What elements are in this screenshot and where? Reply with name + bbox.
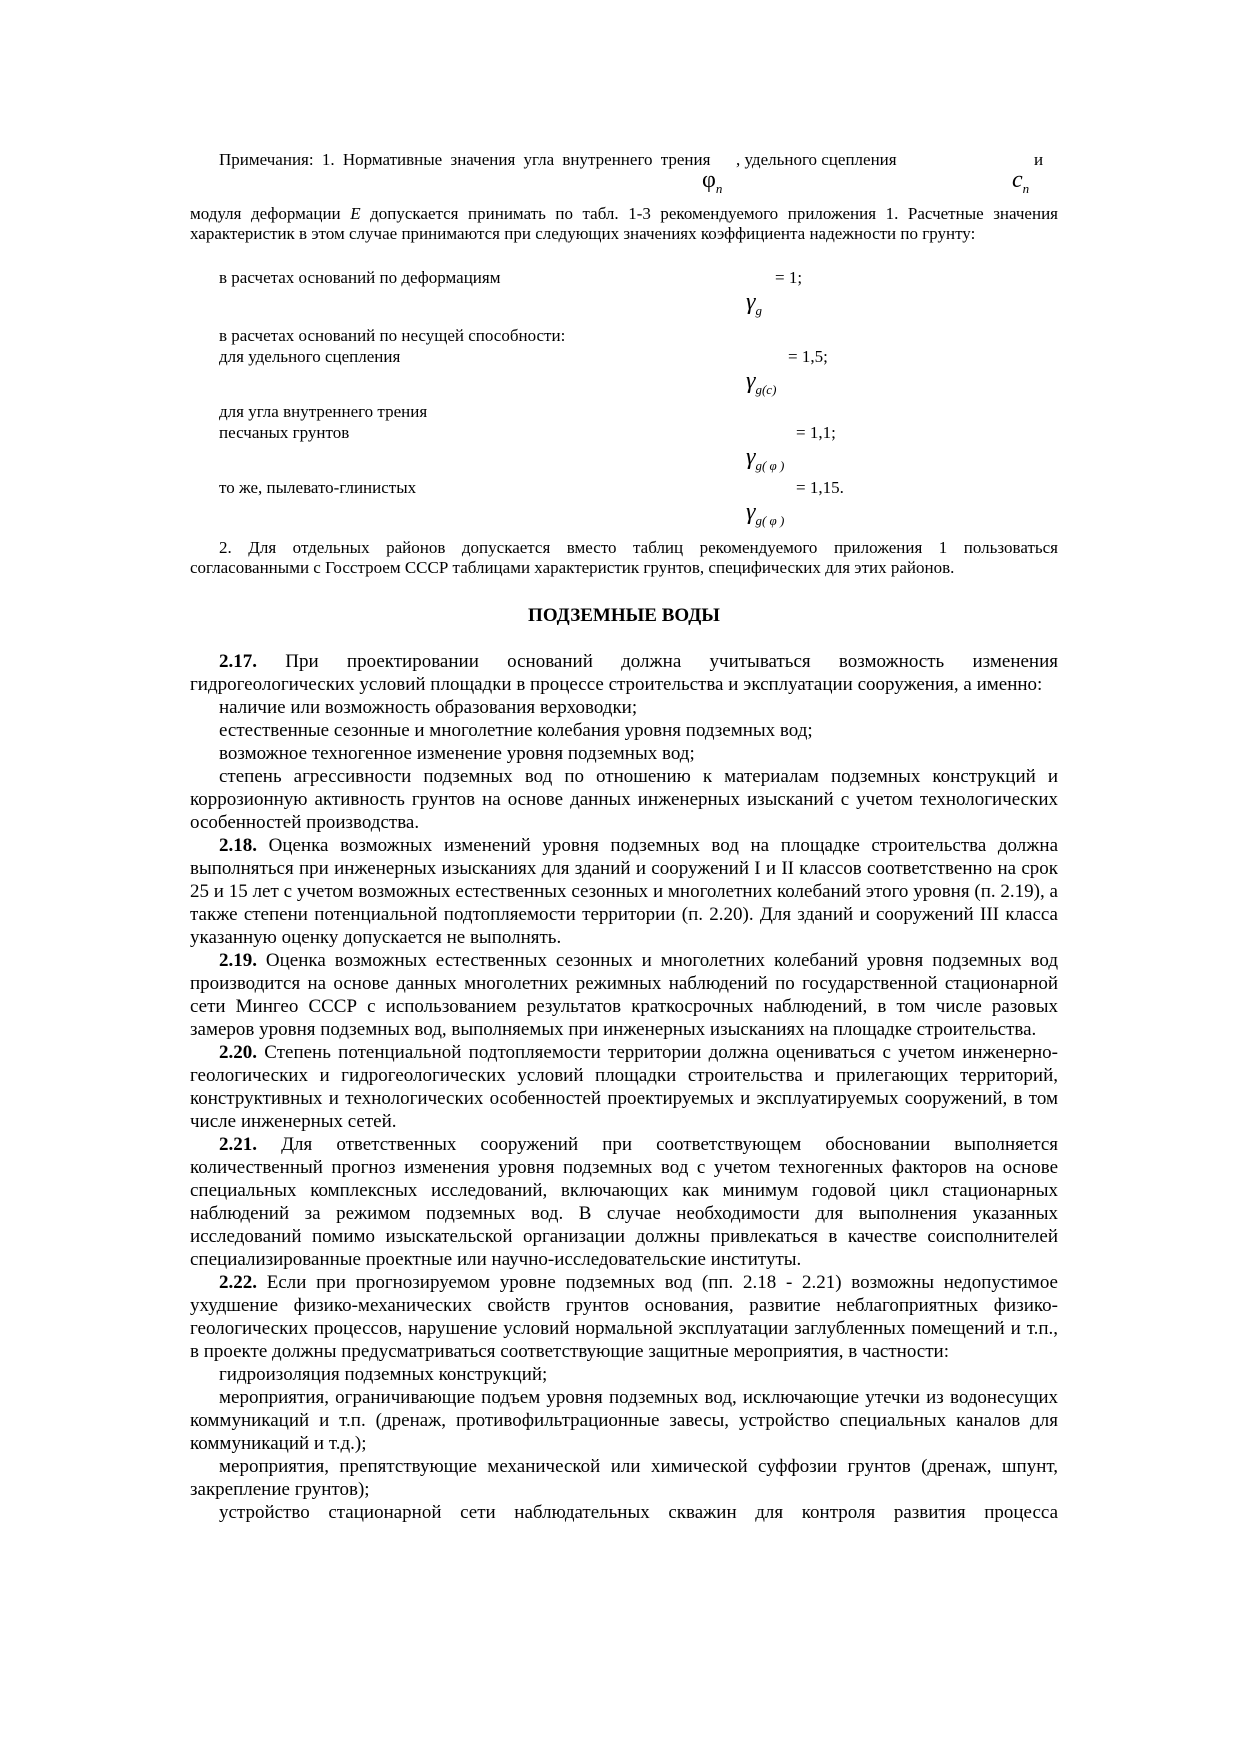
c-n-symbol: $c_n$ <box>1012 167 1030 196</box>
list-item: гидроизоляция подземных конструкций; <box>219 1364 548 1385</box>
paragraph-2-18: 2.18. Оценка возможных изменений уровня подземных вод на площадке строительства должна выполняться при инженерных изысканиях для зданий и сооружений I и II классов соответственно на срок 25 и 15 лет с учетом возможных естественных сезонных и многолетних колебаний этого уровня (п. 2.19), а также степени потенциальной подтопляемости территории (п. 2.20). Для зданий и сооружений III класса указанную оценку допускается не выполнять. <box>190 835 1058 948</box>
note-1-text-mid: , удельного сцепления <box>736 150 897 169</box>
paragraph-2-21: 2.21. Для ответственных сооружений при соответствующем обосновании выполняется количественный прогноз изменения уровня подземных вод с учетом техногенных факторов на основе специальных комплексных исследований, включающих как минимум годовой цикл стационарных наблюдений за режимом подземных вод. В случае необходимости для выполнения указанных исследований помимо изыскательской организации должны привлекаться в качестве соисполнителей специализированные проектные или научно-исследовательские институты. <box>190 1134 1058 1270</box>
list-item: степень агрессивности подземных вод по отношению к материалам подземных конструкций и коррозионную активность грунтов на основе данных инженерных изысканий с учетом технологических особенностей производства. <box>190 766 1058 833</box>
list-item-continued: устройство стационарной сети наблюдательных скважин для контроля развития процесса <box>219 1502 1058 1523</box>
paragraph-2-19: 2.19. Оценка возможных естественных сезонных и многолетних колебаний уровня подземных вод производится на основе данных многолетних режимных наблюдений по государственной стационарной сети Мингео СССР с использованием результатов краткосрочных наблюдений, в том числе разовых замеров уровня подземных вод, выполняемых при инженерных изысканиях на площадке строительства. <box>190 950 1058 1040</box>
gamma-gphi-symbol: $\gamma_{g( \varphi )}$ <box>746 444 785 473</box>
note-1-text: Примечания: 1. Нормативные значения угла внутреннего трения <box>219 150 711 169</box>
list-item: наличие или возможность образования верховодки; <box>219 697 638 718</box>
list-item: мероприятия, препятствующие механической или химической суффозии грунтов (дренаж, шпунт, закрепление грунтов); <box>190 1456 1058 1500</box>
paragraph-2-17: 2.17. При проектировании оснований должна учитываться возможность изменения гидрогеологических условий площадки в процессе строительства и эксплуатации сооружения, а именно: <box>190 651 1058 695</box>
gamma-g-symbol: $\gamma_g$ <box>746 289 762 318</box>
list-item: естественные сезонные и многолетние колебания уровня подземных вод; <box>219 720 813 741</box>
note-1-rest: модуля деформации E допускается принимать по табл. 1-3 рекомендуемого приложения 1. Расчетные значения характеристик в этом случае принимаются при следующих значениях коэффициента надежности по грунту: <box>190 204 1058 243</box>
list-item: возможное техногенное изменение уровня подземных вод; <box>219 743 695 764</box>
gamma-gphi-clay-symbol: $\gamma_{g( \varphi )}$ <box>746 499 785 528</box>
coefficient-list: в расчетах оснований по деформациям = 1; $\gamma_g$ в расчетах оснований по несущей способности: для удельного сцепления = 1,5; $\gamma_{g(c)}$ для угла внутреннего трения песчаных грунтов = 1,1; $\gamma_{g( \varphi )}$ то же, пылевато-глинистых = 1,15. $\gamma_{g( \varphi )}$ <box>190 268 1058 528</box>
note-1-text-end: и <box>1034 150 1044 169</box>
body-paragraphs <box>190 650 1058 1524</box>
note-1-first-line <box>190 150 1058 194</box>
note-2: 2. Для отдельных районов допускается вместо таблиц рекомендуемого приложения 1 пользоваться согласованными с Госстроем СССР таблицами характеристик грунтов, специфических для этих районов. <box>190 538 1058 577</box>
phi-n-symbol: $\varphi_n$ <box>702 167 723 196</box>
paragraph-2-22: 2.22. Если при прогнозируемом уровне подземных вод (пп. 2.18 - 2.21) возможны недопустимое ухудшение физико-механических свойств грунтов основания, развитие неблагоприятных физико-геологических процессов, нарушение условий нормальной эксплуатации заглубленных помещений и т.п., в проекте должны предусматриваться соответствующие защитные мероприятия, в частности: <box>190 1272 1058 1362</box>
section-title: ПОДЗЕМНЫЕ ВОДЫ <box>528 605 720 626</box>
list-item: мероприятия, ограничивающие подъем уровня подземных вод, исключающие утечки из водонесущих коммуникаций и т.п. (дренаж, противофильтрационные завесы, устройство специальных каналов для коммуникаций и т.д.); <box>190 1387 1058 1454</box>
gamma-gc-symbol: $\gamma_{g(c)}$ <box>746 368 777 397</box>
paragraph-2-20: 2.20. Степень потенциальной подтопляемости территории должна оцениваться с учетом инженерно-геологических и гидрогеологических условий площадки строительства и прилегающих территорий, конструктивных и технологических особенностей проектируемых и эксплуатируемых сооружений, в том числе инженерных сетей. <box>190 1042 1058 1132</box>
